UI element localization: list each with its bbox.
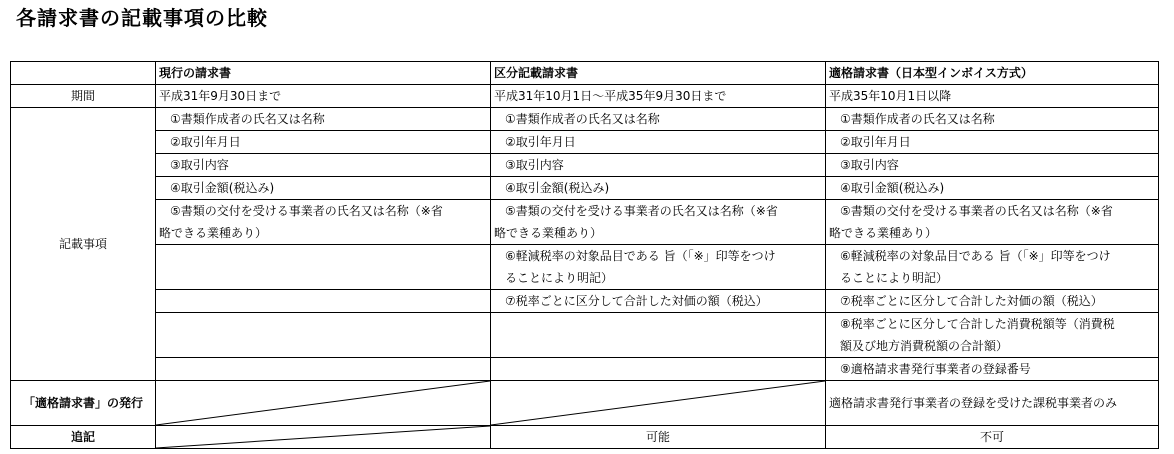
period-label: 期間 xyxy=(11,85,156,108)
addendum-row xyxy=(11,426,1159,449)
item-1-tekikaku: ①書類作成者の氏名又は名称 xyxy=(826,108,1159,131)
item-8-tekikaku-line1: ⑧税率ごとに区分して合計した消費税額等（消費税 xyxy=(840,317,1115,331)
item-6-kubun xyxy=(491,245,826,290)
item-5-tekikaku xyxy=(826,200,1159,245)
item-5-kubun-line1: ⑤書類の交付を受ける事業者の氏名又は名称（※省 xyxy=(505,204,778,218)
item-5-kubun xyxy=(491,200,826,245)
item-7-kubun: ⑦税率ごとに区分して合計した対価の額（税込） xyxy=(491,290,826,313)
item-6-tekikaku xyxy=(826,245,1159,290)
diagonal-line-icon xyxy=(491,381,825,425)
item-row-7 xyxy=(11,290,1159,313)
addendum-tekikaku: 不可 xyxy=(826,426,1159,449)
addendum-current-na xyxy=(156,426,491,449)
item-5-tekikaku-line1: ⑤書類の交付を受ける事業者の氏名又は名称（※省 xyxy=(840,204,1113,218)
diagonal-line-icon xyxy=(156,426,490,448)
issuance-tekikaku: 適格請求書発行事業者の登録を受けた課税事業者のみ xyxy=(826,381,1159,426)
item-6-kubun-line2: ることにより明記） xyxy=(505,271,614,285)
item-5-tekikaku-line2: 略できる業種あり） xyxy=(829,226,938,240)
addendum-kubun: 可能 xyxy=(491,426,826,449)
item-5-current-line2: 略できる業種あり） xyxy=(159,226,268,240)
item-row-8 xyxy=(11,313,1159,358)
item-6-current xyxy=(156,245,491,290)
comparison-table xyxy=(10,61,1159,449)
item-9-tekikaku: ⑨適格請求書発行事業者の登録番号 xyxy=(826,358,1159,381)
item-2-tekikaku: ②取引年月日 xyxy=(826,131,1159,154)
period-row xyxy=(11,85,1159,108)
item-7-current xyxy=(156,290,491,313)
period-current: 平成31年9月30日まで xyxy=(156,85,491,108)
page-title: 各請求書の記載事項の比較 xyxy=(16,6,268,30)
header-empty-cell xyxy=(11,62,156,85)
item-9-kubun xyxy=(491,358,826,381)
header-tekikaku: 適格請求書（日本型インボイス方式） xyxy=(826,62,1159,85)
item-row-6 xyxy=(11,245,1159,290)
item-3-kubun: ③取引内容 xyxy=(491,154,826,177)
item-6-kubun-line1: ⑥軽減税率の対象品目である 旨（「※」印等をつけ xyxy=(505,249,776,263)
item-row-2 xyxy=(11,131,1159,154)
addendum-label: 追記 xyxy=(11,426,156,449)
item-row-3 xyxy=(11,154,1159,177)
item-3-tekikaku: ③取引内容 xyxy=(826,154,1159,177)
item-5-current-line1: ⑤書類の交付を受ける事業者の氏名又は名称（※省 xyxy=(170,204,443,218)
item-3-current: ③取引内容 xyxy=(156,154,491,177)
issuance-label: 「適格請求書」の発行 xyxy=(11,381,156,426)
item-8-tekikaku-line2: 額及び地方消費税額の合計額） xyxy=(840,339,1009,353)
item-row-9 xyxy=(11,358,1159,381)
item-4-current: ④取引金額(税込み) xyxy=(156,177,491,200)
header-current: 現行の請求書 xyxy=(156,62,491,85)
item-4-tekikaku: ④取引金額(税込み) xyxy=(826,177,1159,200)
item-row-1 xyxy=(11,108,1159,131)
item-5-kubun-line2: 略できる業種あり） xyxy=(494,226,603,240)
header-row xyxy=(11,62,1159,85)
period-kubun: 平成31年10月1日〜平成35年9月30日まで xyxy=(491,85,826,108)
issuance-current-na xyxy=(156,381,491,426)
item-9-current xyxy=(156,358,491,381)
item-6-tekikaku-line1: ⑥軽減税率の対象品目である 旨（「※」印等をつけ xyxy=(840,249,1111,263)
item-2-current: ②取引年月日 xyxy=(156,131,491,154)
item-7-tekikaku: ⑦税率ごとに区分して合計した対価の額（税込） xyxy=(826,290,1159,313)
issuance-row xyxy=(11,381,1159,426)
items-label: 記載事項 xyxy=(11,108,156,381)
issuance-kubun-na xyxy=(491,381,826,426)
item-4-kubun: ④取引金額(税込み) xyxy=(491,177,826,200)
item-row-4 xyxy=(11,177,1159,200)
item-8-kubun xyxy=(491,313,826,358)
item-1-current: ①書類作成者の氏名又は名称 xyxy=(156,108,491,131)
diagonal-line-icon xyxy=(156,381,490,425)
period-tekikaku: 平成35年10月1日以降 xyxy=(826,85,1159,108)
item-row-5 xyxy=(11,200,1159,245)
item-6-tekikaku-line2: ることにより明記） xyxy=(840,271,949,285)
item-2-kubun: ②取引年月日 xyxy=(491,131,826,154)
item-8-current xyxy=(156,313,491,358)
header-kubun: 区分記載請求書 xyxy=(491,62,826,85)
item-5-current xyxy=(156,200,491,245)
item-8-tekikaku xyxy=(826,313,1159,358)
item-1-kubun: ①書類作成者の氏名又は名称 xyxy=(491,108,826,131)
